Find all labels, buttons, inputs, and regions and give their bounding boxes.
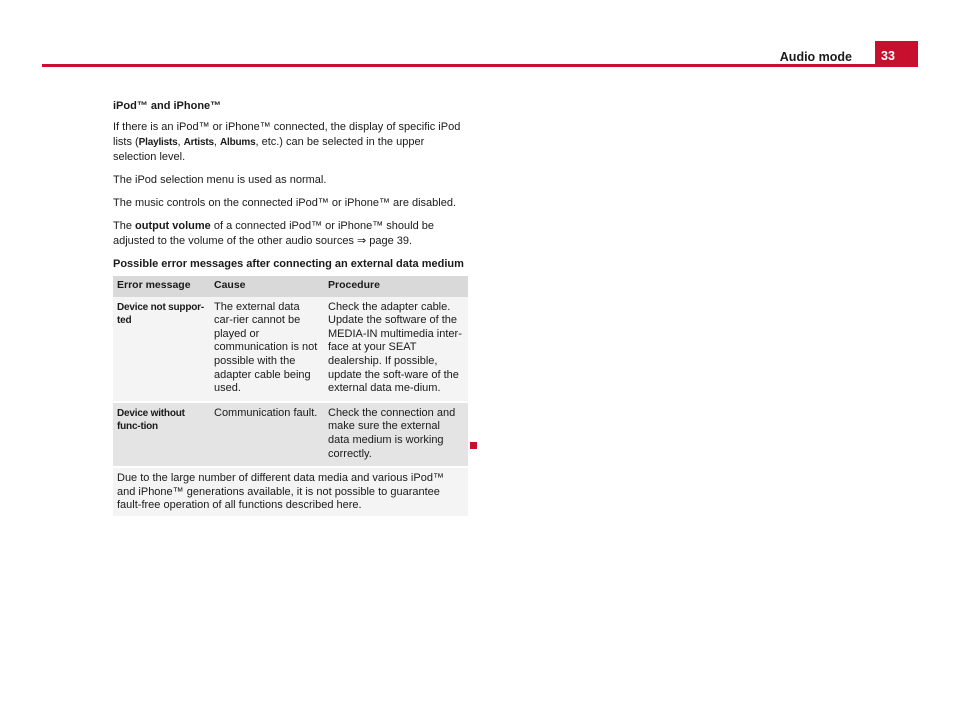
- p4-text-start: The: [113, 220, 136, 232]
- output-volume-term: output volume: [135, 220, 211, 232]
- chapter-title: Audio mode: [779, 50, 852, 64]
- cause-cell: Communication fault.: [210, 402, 324, 467]
- section-end-marker: [470, 442, 477, 449]
- menu-term-albums: Albums: [219, 137, 256, 148]
- paragraph-output-volume: [113, 219, 468, 249]
- p1-sep-2: ,: [213, 136, 220, 148]
- table-note-row: [113, 467, 468, 516]
- paragraph-ipod-lists: [113, 120, 468, 165]
- page-number-badge: 33: [875, 41, 918, 67]
- page-content: [113, 99, 468, 516]
- column-header-procedure: Procedure: [324, 276, 468, 297]
- table-row: [113, 297, 468, 402]
- cause-cell: The external data car-rier cannot be played or communication is not possible with the adapter cable being used.: [210, 297, 324, 402]
- section-heading: iPod™ and iPhone™: [113, 100, 222, 112]
- procedure-cell: Check the connection and make sure the external data medium is working correctly.: [324, 402, 468, 467]
- table-note: Due to the large number of different data media and various iPod™ and iPhone™ generations available, it is not possible to guarantee fault-free operation of all functions described here.: [113, 467, 468, 516]
- column-header-error: Error message: [113, 276, 210, 297]
- error-message-cell: Device without func-tion: [113, 402, 210, 467]
- p1-text-end: , etc.) can be selected in the upper selection level.: [113, 136, 425, 163]
- error-message-cell: Device not suppor-ted: [113, 297, 210, 402]
- error-messages-table: [113, 276, 468, 516]
- menu-term-playlists: Playlists: [138, 137, 178, 148]
- table-header-row: [113, 276, 468, 297]
- table-row: [113, 402, 468, 467]
- menu-term-artists: Artists: [183, 137, 214, 148]
- table-caption: Possible error messages after connecting an external data medium: [113, 258, 464, 270]
- column-header-cause: Cause: [210, 276, 324, 297]
- header-rule: [42, 64, 918, 67]
- paragraph-music-controls: The music controls on the connected iPod™ or iPhone™ are disabled.: [113, 197, 457, 209]
- p1-text-start: If there is an iPod™ or iPhone™ connected, the display of specific iPod lists (: [113, 121, 461, 148]
- paragraph-selection-menu: The iPod selection menu is used as normal.: [113, 174, 327, 186]
- procedure-cell: Check the adapter cable. Update the software of the MEDIA-IN multimedia inter-face at your SEAT dealership. If possible, update the soft-ware of the external data me-dium.: [324, 297, 468, 402]
- p1-sep-1: ,: [177, 136, 184, 148]
- p4-text-end: of a connected iPod™ or iPhone™ should be adjusted to the volume of the other audio sources ⇒ page 39.: [113, 220, 434, 247]
